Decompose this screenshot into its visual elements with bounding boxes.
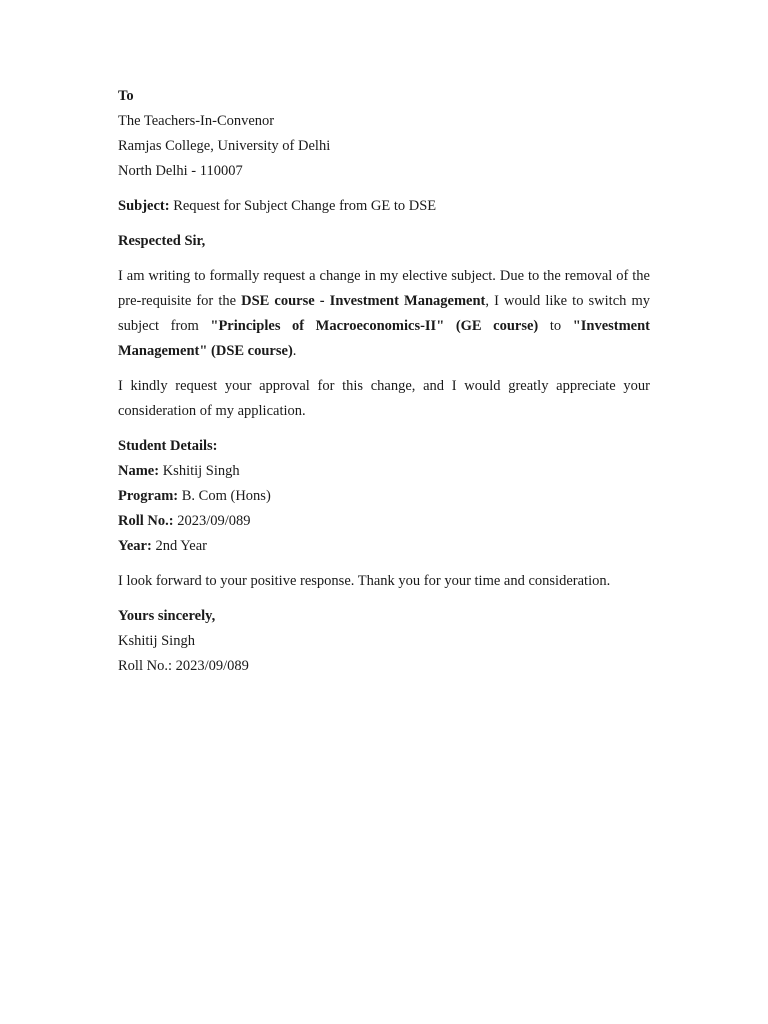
- recipient-line-2: Ramjas College, University of Delhi: [118, 138, 331, 154]
- student-year-row: Year: 2nd Year: [118, 538, 208, 554]
- student-details-block: [118, 434, 650, 559]
- to-label: To: [118, 88, 134, 104]
- subject-text: Request for Subject Change from GE to DSE: [169, 198, 437, 214]
- body-paragraph-2: I kindly request your approval for this change, and I would greatly appreciate your consideration of my application.: [118, 378, 650, 419]
- recipient-line-1: The Teachers-In-Convenor: [118, 113, 275, 129]
- student-program-row: Program: B. Com (Hons): [118, 488, 271, 504]
- recipient-block: [118, 84, 650, 184]
- signoff-label: Yours sincerely,: [118, 608, 216, 624]
- recipient-line-3: North Delhi - 110007: [118, 163, 243, 179]
- student-name-row: Name: Kshitij Singh: [118, 463, 240, 479]
- closing-line: I look forward to your positive response. Thank you for your time and consideration.: [118, 573, 611, 589]
- body-paragraph-1: I am writing to formally request a change in my elective subject. Due to the removal of the pre-requisite for the DSE course - Investment Management, I would like to switch my subject from "Principles of Macroeconomics-II" (GE course) to "Investment Management" (DSE course).: [118, 268, 651, 359]
- signoff-block: [118, 604, 650, 679]
- student-details-heading: Student Details:: [118, 438, 218, 454]
- signoff-name: Kshitij Singh: [118, 633, 195, 649]
- letter-page: [118, 84, 650, 679]
- student-roll-row: Roll No.: 2023/09/089: [118, 513, 251, 529]
- salutation: Respected Sir,: [118, 233, 206, 249]
- subject-label: Subject:: [118, 198, 170, 214]
- signoff-roll: Roll No.: 2023/09/089: [118, 658, 249, 674]
- subject-line: [118, 194, 650, 219]
